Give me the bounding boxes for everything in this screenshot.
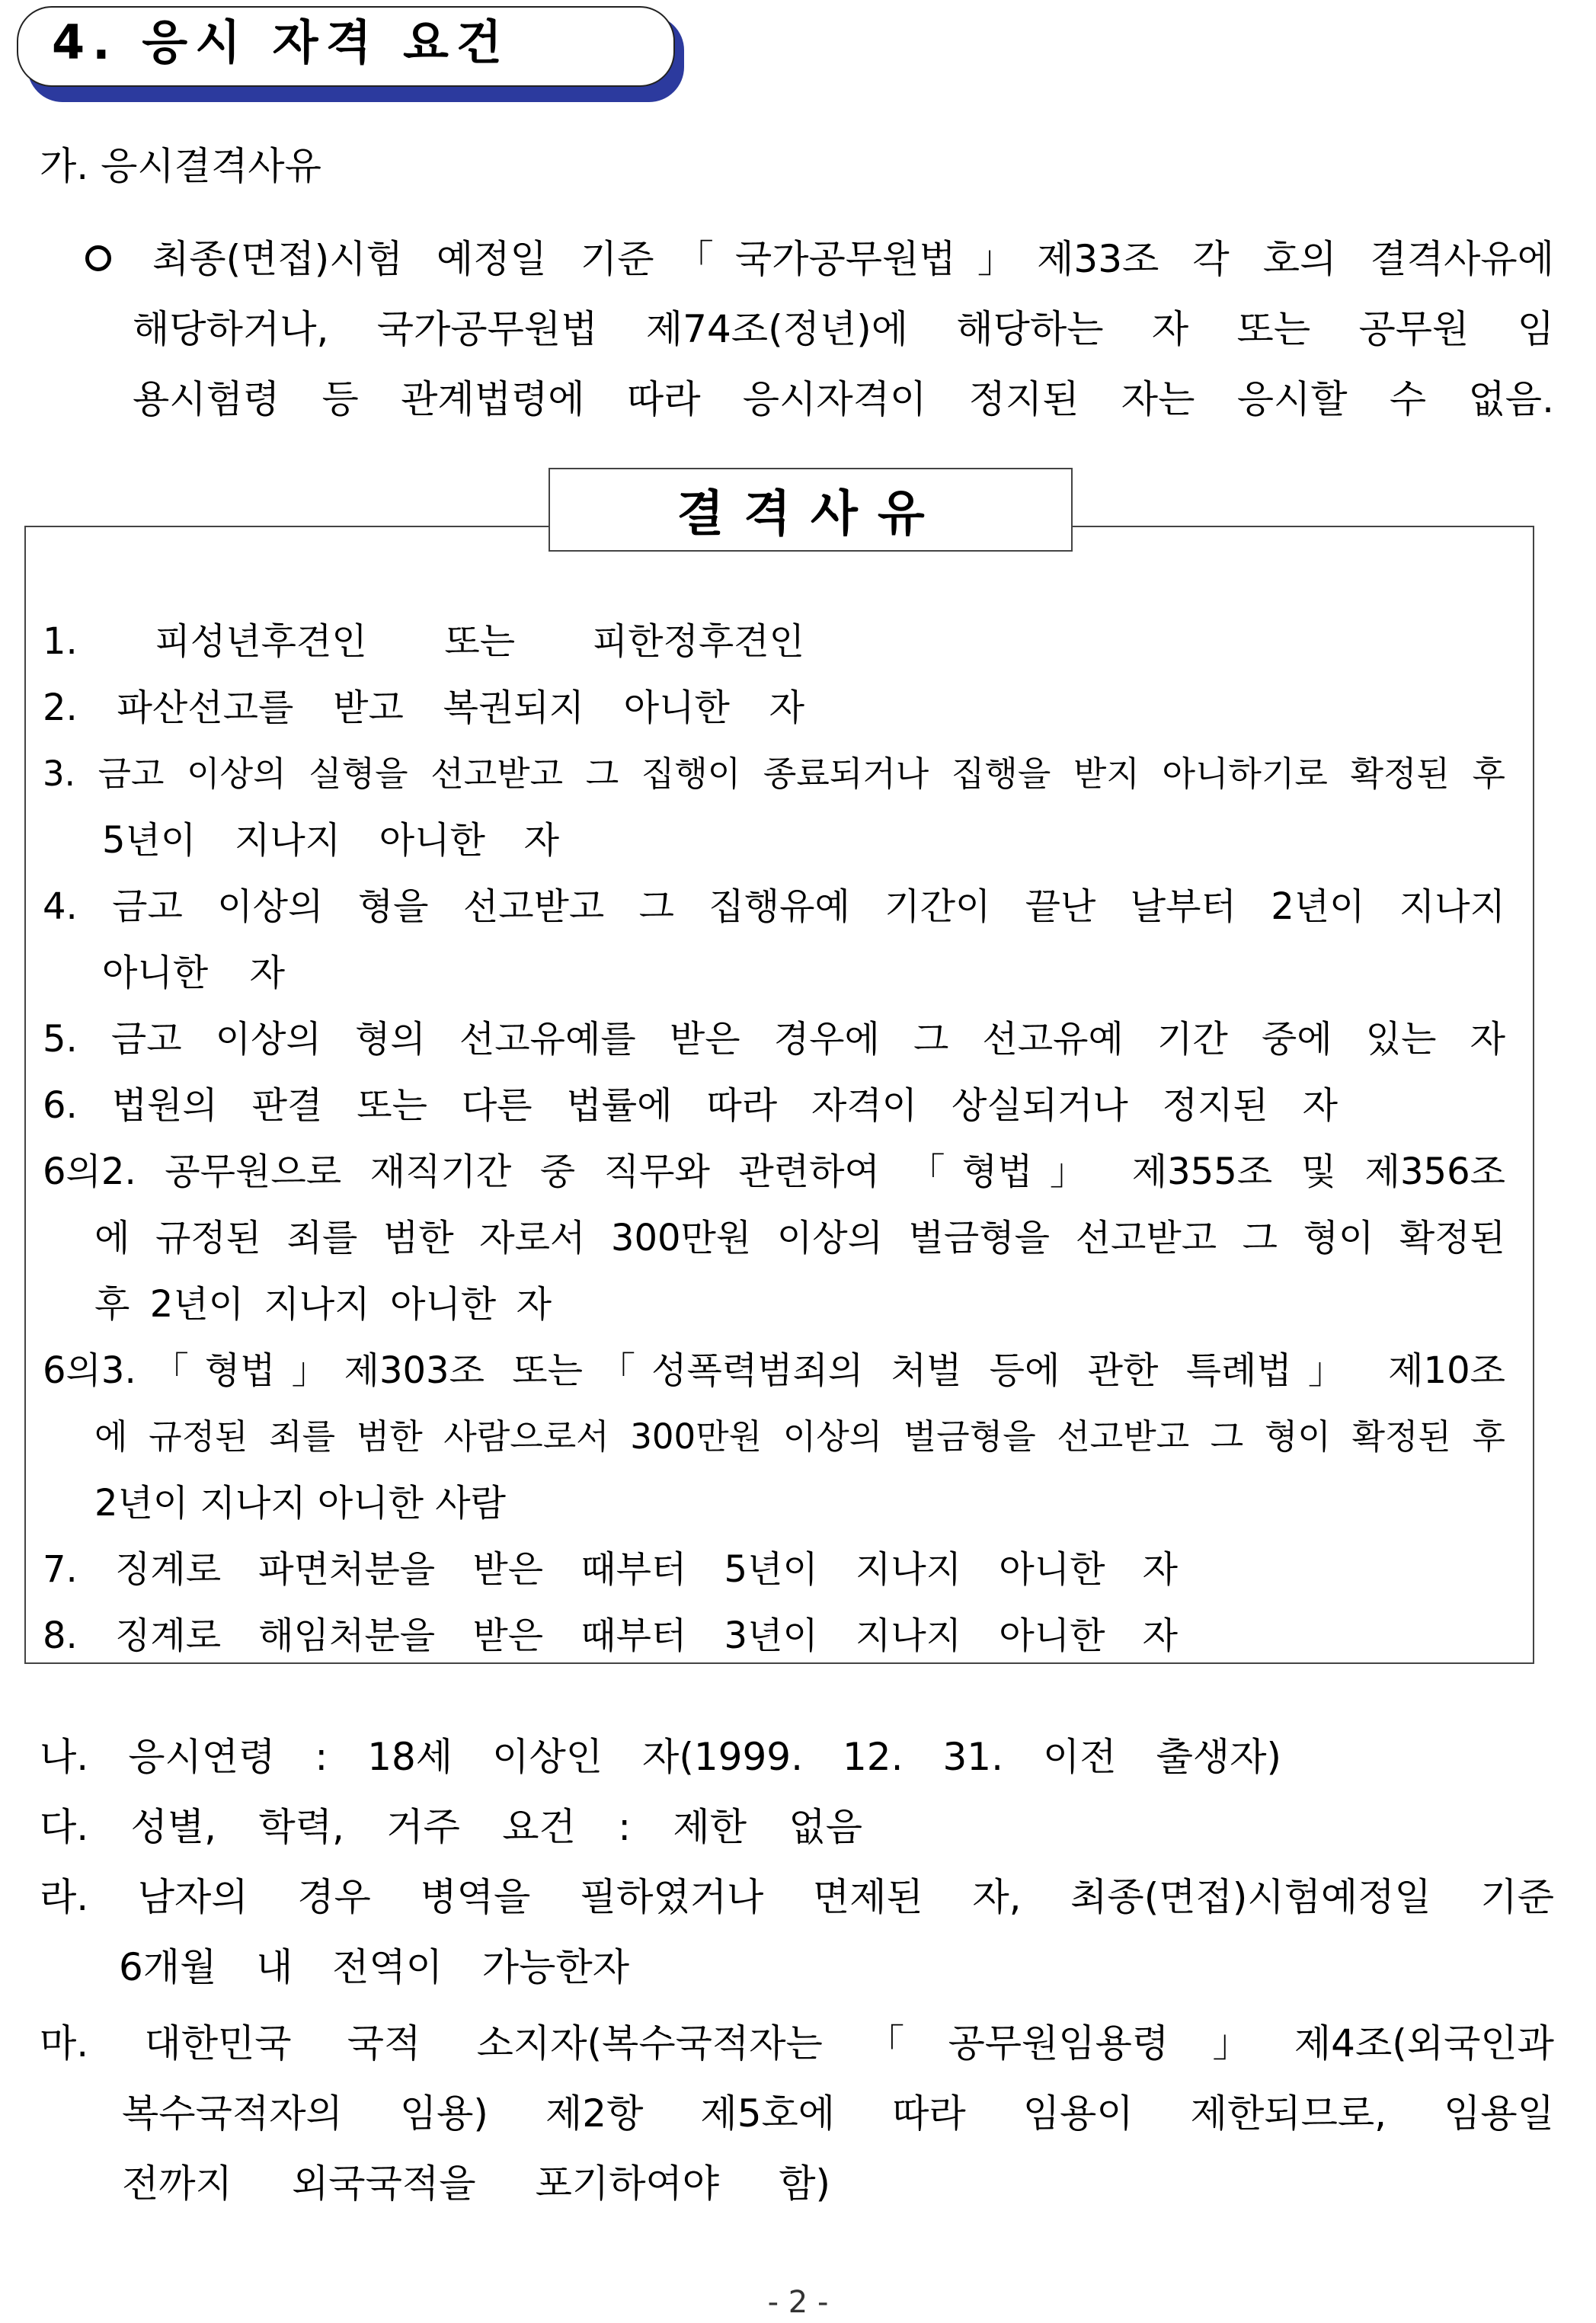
reason-line-3: 3. 금고 이상의 실형을 선고받고 그 집행이 종료되거나 집행을 받지 아니하기로 확정된 후: [43, 754, 1505, 794]
reason-line-3-cont: 5년이 지나지 아니한 자: [102, 819, 559, 862]
reason-line-6-2-cont: 에 규정된 죄를 범한 자로서 300만원 이상의 벌금형을 선고받고 그 형이 확정된: [94, 1217, 1505, 1259]
reason-line-6-3-cont2: 2년이 지나지 아니한 사람: [94, 1482, 506, 1525]
ga-bullet-line-1: 최종(면접)시험 예정일 기준「국가공무원법」제33조 각 호의 결격사유에: [152, 237, 1554, 281]
reason-line-5: 5. 금고 이상의 형의 선고유예를 받은 경우에 그 선고유예 기간 중에 있는 자: [43, 1018, 1505, 1061]
requirement-nationality-cont2: 전까지 외국국적을 포기하여야 함): [122, 2161, 830, 2206]
reason-line-1: 1. 피성년후견인 또는 피한정후견인: [43, 620, 804, 663]
reason-line-6-2-cont2: 후 2년이 지나지 아니한 자: [94, 1283, 552, 1326]
requirement-nationality: 마. 대한민국 국적 소지자(복수국적자는「공무원임용령」제4조(외국인과: [40, 2021, 1554, 2065]
page-number: - 2 -: [767, 2285, 829, 2320]
section-title: 4. 응시 자격 요건: [52, 14, 510, 70]
reason-line-6-2: 6의2. 공무원으로 재직기간 중 직무와 관련하여 「형법」 제355조 및 제356조: [43, 1150, 1505, 1193]
reason-line-6-3-cont: 에 규정된 죄를 범한 사람으로서 300만원 이상의 벌금형을 선고받고 그 형이 확정된 후: [94, 1416, 1505, 1457]
requirement-gender-education: 다. 성별, 학력, 거주 요건 : 제한 없음: [40, 1805, 862, 1849]
requirement-military: 라. 남자의 경우 병역을 필하였거나 면제된 자, 최종(면접)시험예정일 기준: [40, 1875, 1554, 1919]
reason-line-6-3: 6의3.「형법」제303조 또는「성폭력범죄의 처벌 등에 관한 특례법」 제10조: [43, 1349, 1505, 1392]
reason-line-8: 8. 징계로 해임처분을 받은 때부터 3년이 지나지 아니한 자: [43, 1614, 1178, 1657]
reason-line-6: 6. 법원의 판결 또는 다른 법률에 따라 자격이 상실되거나 정지된 자: [43, 1084, 1338, 1127]
disqualification-label-box: [549, 468, 1073, 552]
reason-line-7: 7. 징계로 파면처분을 받은 때부터 5년이 지나지 아니한 자: [43, 1548, 1178, 1591]
ga-bullet-line-2: 해당하거나, 국가공무원법 제74조(정년)에 해당하는 자 또는 공무원 임: [133, 307, 1554, 351]
reason-line-4-cont: 아니한 자: [102, 952, 285, 994]
requirement-nationality-cont: 복수국적자의 임용) 제2항 제5호에 따라 임용이 제한되므로, 임용일: [122, 2091, 1554, 2136]
ga-bullet-line-3: 용시험령 등 관계법령에 따라 응시자격이 정지된 자는 응시할 수 없음.: [133, 377, 1554, 421]
bullet-circle-icon: [85, 245, 111, 271]
reason-line-4: 4. 금고 이상의 형을 선고받고 그 집행유예 기간이 끝난 날부터 2년이 지나지: [43, 885, 1505, 928]
reason-line-2: 2. 파산선고를 받고 복권되지 아니한 자: [43, 686, 804, 729]
requirement-age: 나. 응시연령 : 18세 이상인 자(1999. 12. 31. 이전 출생자): [40, 1735, 1281, 1779]
disqualification-label: 결격사유: [676, 486, 945, 542]
requirement-military-cont: 6개월 내 전역이 가능한자: [119, 1945, 629, 1989]
ga-heading: 가. 응시결격사유: [40, 144, 321, 188]
